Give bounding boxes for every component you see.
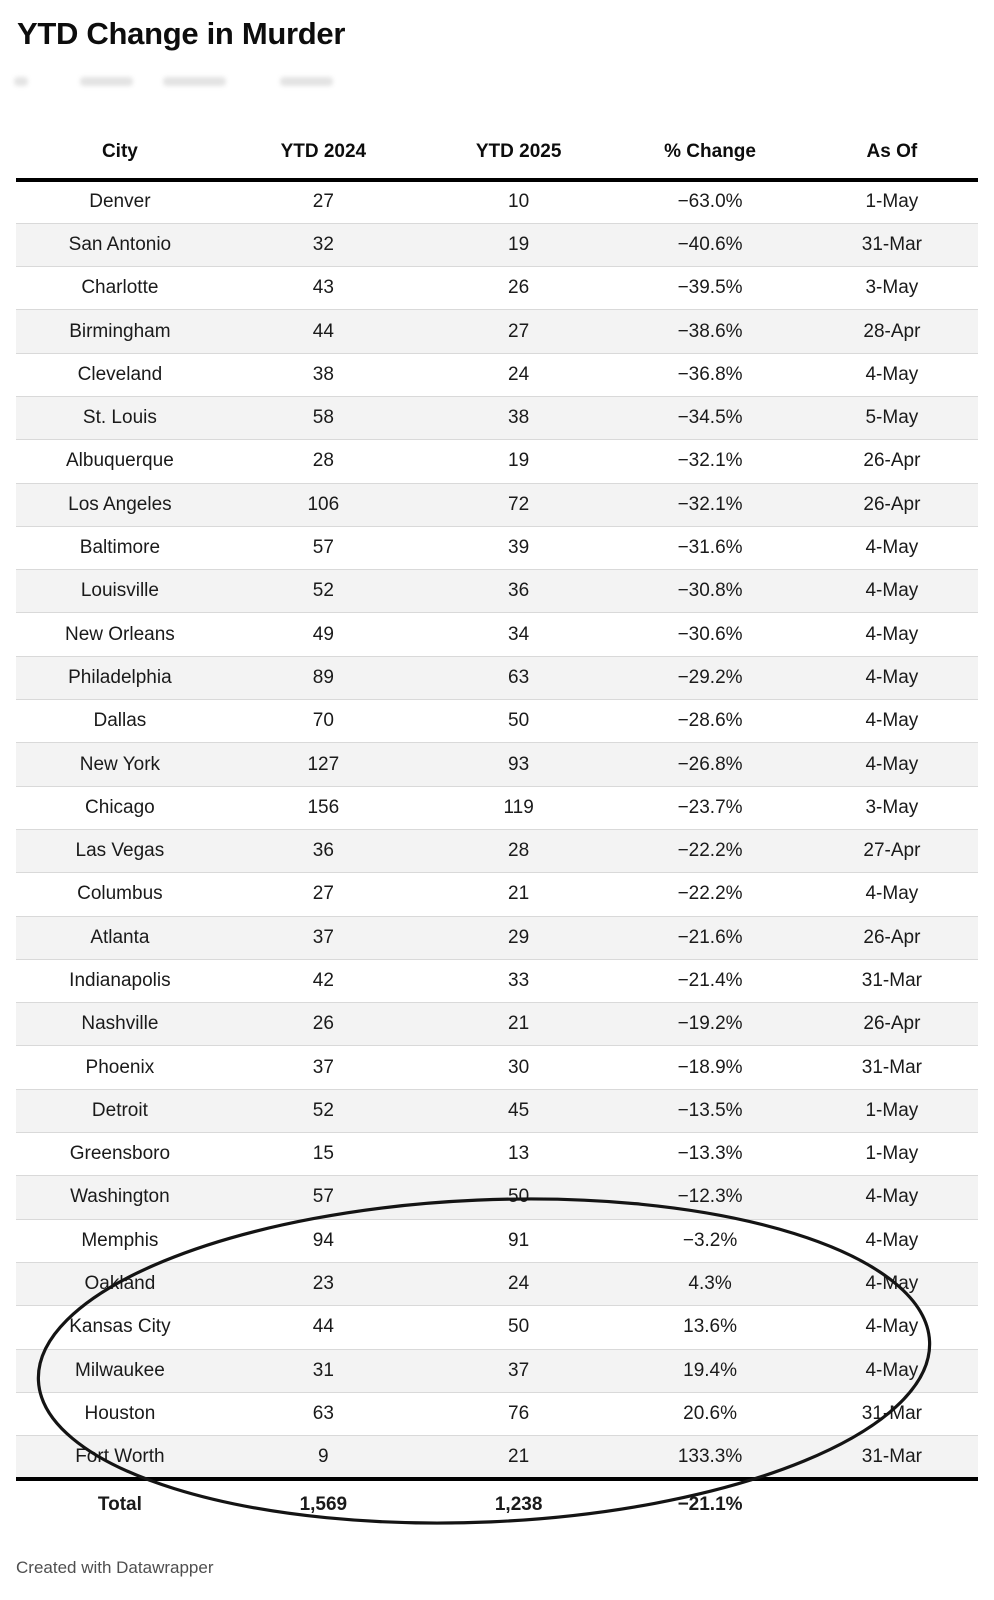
cell-ytd-2024: 27	[312, 191, 334, 213]
cell-city: Atlanta	[16, 916, 224, 959]
cell-pct-change: −21.4%	[614, 959, 805, 1002]
table-row	[16, 1003, 978, 1046]
cell-as-of: 4-May	[806, 1262, 978, 1305]
table-footer	[16, 1479, 978, 1529]
cell-as-of: 4-May	[806, 570, 978, 613]
cell-ytd-2025: 19	[423, 223, 614, 266]
column-header-ytd-2025: YTD 2025	[423, 135, 614, 180]
cell-pct-change: 20.6%	[614, 1392, 805, 1435]
cell-ytd-2025: 63	[423, 656, 614, 699]
cell-ytd-2024: 57	[224, 1176, 423, 1219]
table-row	[16, 310, 978, 353]
cell-city: Columbus	[16, 873, 224, 916]
cell-as-of: 4-May	[806, 1176, 978, 1219]
cell-city: Indianapolis	[16, 959, 224, 1002]
cell-as-of: 3-May	[806, 267, 978, 310]
cell-ytd-2025: 38	[423, 396, 614, 439]
cell-ytd-2024: 49	[224, 613, 423, 656]
cell-ytd-2024: 31	[224, 1349, 423, 1392]
cell-as-of: 4-May	[806, 526, 978, 569]
redacted-text-fragment	[163, 77, 226, 86]
table-row	[16, 1176, 978, 1219]
cell-as-of: 26-Apr	[806, 916, 978, 959]
cell-as-of: 1-May	[865, 191, 919, 213]
cell-ytd-2025: 45	[423, 1089, 614, 1132]
cell-as-of: 26-Apr	[806, 1003, 978, 1046]
cell-ytd-2025: 50	[423, 700, 614, 743]
cell-as-of: 4-May	[806, 743, 978, 786]
cell-as-of: 4-May	[806, 1219, 978, 1262]
cell-pct-change: 19.4%	[614, 1349, 805, 1392]
cell-ytd-2024: 9	[224, 1436, 423, 1479]
cell-ytd-2025: 28	[423, 829, 614, 872]
cell-ytd-2025: 93	[423, 743, 614, 786]
cell-city: Baltimore	[16, 526, 224, 569]
cell-as-of: 28-Apr	[806, 310, 978, 353]
cell-ytd-2024: 42	[224, 959, 423, 1002]
cell-ytd-2025: 21	[423, 1436, 614, 1479]
cell-ytd-2024: 127	[224, 743, 423, 786]
cell-pct-change: −18.9%	[614, 1046, 805, 1089]
column-header-as-of: As Of	[806, 135, 978, 180]
table-row	[16, 656, 978, 699]
cell-pct-change: 133.3%	[614, 1436, 805, 1479]
cell-ytd-2025: 27	[423, 310, 614, 353]
cell-ytd-2024: 15	[224, 1133, 423, 1176]
table-row	[16, 829, 978, 872]
cell-as-of: 26-Apr	[806, 483, 978, 526]
redacted-text-fragment	[80, 77, 133, 86]
cell-ytd-2025: 24	[423, 353, 614, 396]
table-row	[16, 700, 978, 743]
cell-pct-change: −12.3%	[614, 1176, 805, 1219]
table-header	[16, 135, 978, 180]
cell-ytd-2024: 156	[224, 786, 423, 829]
cell-ytd-2024: 57	[224, 526, 423, 569]
cell-city: Washington	[16, 1176, 224, 1219]
cell-ytd-2024: 52	[224, 1089, 423, 1132]
cell-city: Dallas	[16, 700, 224, 743]
table-row	[16, 1436, 978, 1479]
table-row	[16, 873, 978, 916]
column-header-city: City	[16, 135, 224, 180]
cell-as-of: 27-Apr	[806, 829, 978, 872]
cell-pct-change: −23.7%	[614, 786, 805, 829]
cell-pct-change: −40.6%	[614, 223, 805, 266]
cell-as-of: 4-May	[806, 656, 978, 699]
cell-city: Charlotte	[16, 267, 224, 310]
cell-ytd-2025: 50	[423, 1176, 614, 1219]
table-row	[16, 483, 978, 526]
cell-city: Philadelphia	[16, 656, 224, 699]
table-row	[16, 1392, 978, 1435]
cell-as-of: 4-May	[806, 1349, 978, 1392]
cell-pct-change: −28.6%	[614, 700, 805, 743]
table-row	[16, 1089, 978, 1132]
cell-ytd-2025: 19	[423, 440, 614, 483]
cell-ytd-2024: 23	[224, 1262, 423, 1305]
cell-ytd-2024: 26	[224, 1003, 423, 1046]
murder-stats-table	[16, 135, 978, 1529]
cell-ytd-2025: 119	[423, 786, 614, 829]
cell-as-of: 4-May	[806, 700, 978, 743]
total-pct-change: −21.1%	[614, 1479, 805, 1529]
cell-pct-change: −36.8%	[614, 353, 805, 396]
cell-ytd-2025: 30	[423, 1046, 614, 1089]
cell-pct-change: −32.1%	[614, 440, 805, 483]
cell-pct-change: −22.2%	[614, 829, 805, 872]
table-row	[16, 1349, 978, 1392]
cell-pct-change: −32.1%	[614, 483, 805, 526]
cell-pct-change: −26.8%	[614, 743, 805, 786]
table-row	[16, 440, 978, 483]
cell-as-of: 4-May	[806, 353, 978, 396]
cell-as-of: 4-May	[806, 613, 978, 656]
cell-as-of: 31-Mar	[806, 1436, 978, 1479]
cell-city: Greensboro	[16, 1133, 224, 1176]
cell-pct-change: −21.6%	[614, 916, 805, 959]
cell-city: Birmingham	[16, 310, 224, 353]
cell-ytd-2025: 10	[508, 191, 530, 213]
cell-city: Detroit	[16, 1089, 224, 1132]
cell-city: St. Louis	[16, 396, 224, 439]
cell-ytd-2025: 24	[423, 1262, 614, 1305]
cell-pct-change: −38.6%	[614, 310, 805, 353]
cell-pct-change: −22.2%	[614, 873, 805, 916]
cell-city: Oakland	[16, 1262, 224, 1305]
cell-ytd-2024: 63	[224, 1392, 423, 1435]
cell-city: New Orleans	[16, 613, 224, 656]
cell-ytd-2024: 70	[224, 700, 423, 743]
table-row	[16, 916, 978, 959]
cell-ytd-2025: 37	[423, 1349, 614, 1392]
cell-pct-change: 13.6%	[614, 1306, 805, 1349]
total-label: Total	[16, 1479, 224, 1529]
datawrapper-credit: Created with Datawrapper	[16, 1558, 214, 1577]
cell-ytd-2025: 26	[423, 267, 614, 310]
cell-as-of: 1-May	[806, 1089, 978, 1132]
table-row	[16, 353, 978, 396]
cell-ytd-2025: 72	[423, 483, 614, 526]
cell-as-of: 4-May	[806, 1306, 978, 1349]
cell-city: Houston	[16, 1392, 224, 1435]
cell-pct-change: −3.2%	[614, 1219, 805, 1262]
cell-ytd-2025: 21	[423, 873, 614, 916]
cell-as-of: 5-May	[806, 396, 978, 439]
redacted-subtitle	[0, 73, 420, 89]
table-row	[16, 786, 978, 829]
cell-pct-change: −13.5%	[614, 1089, 805, 1132]
cell-ytd-2024: 28	[224, 440, 423, 483]
cell-city: Fort Worth	[16, 1436, 224, 1479]
table-body	[16, 180, 978, 1479]
column-header-ytd-2024: YTD 2024	[224, 135, 423, 180]
cell-as-of: 3-May	[806, 786, 978, 829]
cell-pct-change: −29.2%	[614, 656, 805, 699]
total-ytd-2025: 1,238	[423, 1479, 614, 1529]
cell-city: Louisville	[16, 570, 224, 613]
cell-ytd-2024: 37	[224, 916, 423, 959]
cell-city: Memphis	[16, 1219, 224, 1262]
cell-as-of: 31-Mar	[806, 1046, 978, 1089]
cell-pct-change: −30.6%	[614, 613, 805, 656]
cell-ytd-2024: 32	[224, 223, 423, 266]
cell-pct-change: 4.3%	[614, 1262, 805, 1305]
cell-city: New York	[16, 743, 224, 786]
table-row	[16, 526, 978, 569]
cell-ytd-2025: 39	[423, 526, 614, 569]
cell-pct-change: −19.2%	[614, 1003, 805, 1046]
cell-pct-change: −31.6%	[614, 526, 805, 569]
cell-ytd-2024: 44	[224, 1306, 423, 1349]
table-row	[16, 1306, 978, 1349]
cell-as-of: 1-May	[806, 1133, 978, 1176]
total-row	[16, 1479, 978, 1529]
cell-city: Las Vegas	[16, 829, 224, 872]
cell-ytd-2025: 21	[423, 1003, 614, 1046]
cell-pct-change: −63.0%	[677, 191, 743, 213]
cell-pct-change: −39.5%	[614, 267, 805, 310]
cell-city: Kansas City	[16, 1306, 224, 1349]
cell-pct-change: −34.5%	[614, 396, 805, 439]
cell-as-of: 31-Mar	[806, 959, 978, 1002]
cell-city: Nashville	[16, 1003, 224, 1046]
cell-city: Milwaukee	[16, 1349, 224, 1392]
cell-pct-change: −30.8%	[614, 570, 805, 613]
cell-ytd-2025: 34	[423, 613, 614, 656]
table-row	[16, 396, 978, 439]
cell-ytd-2024: 58	[224, 396, 423, 439]
cell-ytd-2024: 94	[224, 1219, 423, 1262]
cell-ytd-2024: 52	[224, 570, 423, 613]
column-header-pct-change: % Change	[614, 135, 805, 180]
cell-ytd-2025: 29	[423, 916, 614, 959]
cell-ytd-2024: 38	[224, 353, 423, 396]
table-row	[16, 1133, 978, 1176]
cell-ytd-2025: 91	[423, 1219, 614, 1262]
table-row	[16, 267, 978, 310]
table-row	[16, 743, 978, 786]
cell-ytd-2024: 36	[224, 829, 423, 872]
cell-as-of: 26-Apr	[806, 440, 978, 483]
table-row	[16, 613, 978, 656]
table-row	[16, 180, 978, 223]
cell-city: Phoenix	[16, 1046, 224, 1089]
cell-as-of: 4-May	[806, 873, 978, 916]
cell-city: Albuquerque	[16, 440, 224, 483]
table-row	[16, 959, 978, 1002]
cell-city: Denver	[89, 191, 151, 213]
table-row	[16, 1262, 978, 1305]
cell-ytd-2025: 50	[423, 1306, 614, 1349]
cell-ytd-2025: 33	[423, 959, 614, 1002]
cell-city: Los Angeles	[16, 483, 224, 526]
cell-ytd-2024: 89	[224, 656, 423, 699]
cell-city: San Antonio	[16, 223, 224, 266]
cell-city: Cleveland	[16, 353, 224, 396]
cell-ytd-2025: 13	[423, 1133, 614, 1176]
total-as-of	[806, 1479, 978, 1529]
redacted-text-fragment	[280, 77, 333, 86]
table-row	[16, 570, 978, 613]
cell-city: Chicago	[16, 786, 224, 829]
cell-ytd-2024: 37	[224, 1046, 423, 1089]
chart-title: YTD Change in Murder	[17, 16, 346, 51]
cell-as-of: 31-Mar	[806, 1392, 978, 1435]
cell-ytd-2024: 44	[224, 310, 423, 353]
cell-ytd-2025: 36	[423, 570, 614, 613]
cell-ytd-2024: 43	[224, 267, 423, 310]
cell-as-of: 31-Mar	[806, 223, 978, 266]
cell-ytd-2024: 27	[224, 873, 423, 916]
table-row	[16, 223, 978, 266]
table-row	[16, 1046, 978, 1089]
cell-ytd-2025: 76	[423, 1392, 614, 1435]
header-row	[16, 135, 978, 180]
redacted-text-fragment	[14, 77, 28, 86]
cell-pct-change: −13.3%	[614, 1133, 805, 1176]
table-row	[16, 1219, 978, 1262]
cell-ytd-2024: 106	[224, 483, 423, 526]
total-ytd-2024: 1,569	[224, 1479, 423, 1529]
